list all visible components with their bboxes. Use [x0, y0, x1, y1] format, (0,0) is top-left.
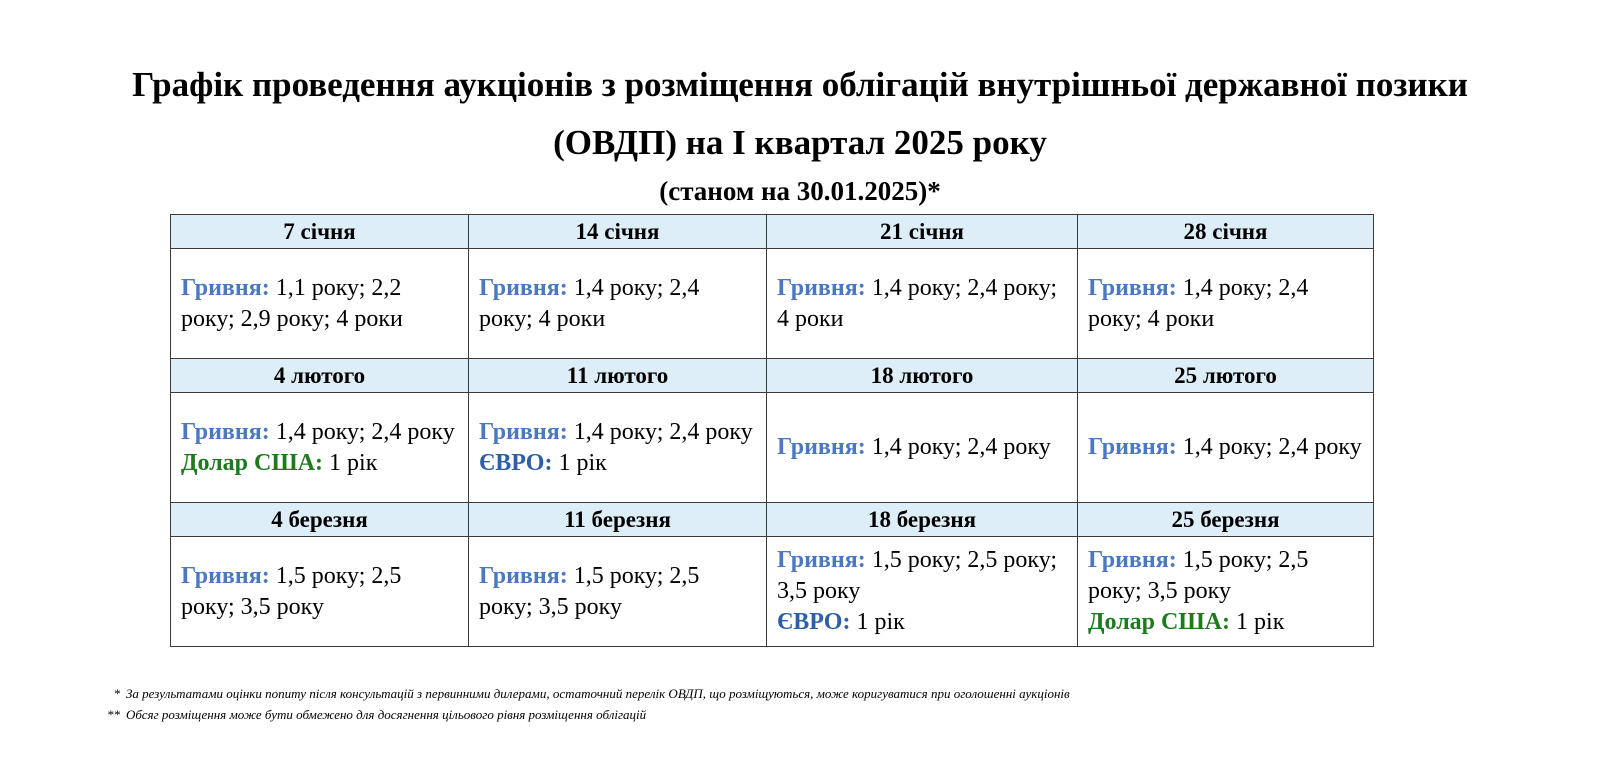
- maturity-text: 1 рік: [552, 449, 607, 476]
- footnote: [100, 683, 1070, 704]
- auction-cell: [1078, 393, 1374, 503]
- currency-label: ЄВРО:: [777, 609, 851, 635]
- offering-line: [1088, 607, 1363, 638]
- offering-line: [777, 273, 1067, 335]
- currency-label: Долар США:: [1088, 609, 1231, 635]
- offering-line: [479, 417, 756, 448]
- maturity-text: 1,5 року; 2,5 року; 3,5 року: [181, 562, 402, 620]
- offering-line: [777, 607, 1067, 638]
- date-header-row: [171, 215, 1374, 249]
- date-header-cell: 25 лютого: [1078, 359, 1374, 393]
- auction-cell: [767, 393, 1078, 503]
- offering-line: [479, 448, 756, 479]
- maturity-text: 1,4 року; 2,4 року: [865, 434, 1051, 460]
- maturity-text: 1,5 року; 2,5 року; 3,5 року: [479, 562, 700, 620]
- maturity-text: 1,4 року; 2,4 року; 4 роки: [1088, 274, 1309, 332]
- offering-line: [1088, 545, 1363, 607]
- footnote-text: За результатами оцінки попиту після консультацій з первинними дилерами, остаточний перелік ОВДП, що розміщуються, може коригуватися при оголошенні аукціонів: [126, 686, 1070, 701]
- date-header-cell: 4 березня: [171, 503, 469, 537]
- auction-cell: [469, 249, 767, 359]
- auction-row: [171, 537, 1374, 647]
- footnote-mark: *: [113, 686, 120, 701]
- date-header-cell: 18 березня: [767, 503, 1078, 537]
- maturity-text: 1,5 року; 2,5 року; 3,5 року: [1088, 547, 1309, 604]
- date-header-cell: 4 лютого: [171, 359, 469, 393]
- currency-label: Гривня:: [181, 274, 270, 301]
- maturity-text: 1,4 року; 2,4 року: [269, 418, 455, 445]
- date-header-cell: 11 березня: [469, 503, 767, 537]
- maturity-text: 1,5 року; 2,5 року; 3,5 року: [777, 547, 1058, 604]
- auction-cell: [767, 537, 1078, 647]
- currency-label: Гривня:: [479, 562, 568, 589]
- currency-label: Гривня:: [181, 418, 270, 445]
- auction-cell: [1078, 249, 1374, 359]
- auction-row: [171, 249, 1374, 359]
- maturity-text: 1 рік: [850, 609, 905, 635]
- footnotes: [100, 683, 1070, 725]
- offering-line: [181, 273, 458, 335]
- currency-label: ЄВРО:: [479, 449, 553, 476]
- maturity-text: 1 рік: [323, 449, 378, 476]
- maturity-text: 1 рік: [1230, 609, 1285, 635]
- currency-label: Долар США:: [181, 449, 324, 476]
- auction-cell: [171, 537, 469, 647]
- date-header-row: [171, 503, 1374, 537]
- date-header-cell: 18 лютого: [767, 359, 1078, 393]
- currency-label: Гривня:: [777, 434, 866, 460]
- date-header-cell: 7 січня: [171, 215, 469, 249]
- auction-cell: [469, 393, 767, 503]
- offering-line: [181, 417, 458, 448]
- offering-line: [479, 273, 756, 335]
- offering-line: [181, 448, 458, 479]
- currency-label: Гривня:: [1088, 434, 1177, 460]
- date-header-cell: 14 січня: [469, 215, 767, 249]
- footnote: [100, 704, 1070, 725]
- date-header-cell: 25 березня: [1078, 503, 1374, 537]
- offering-line: [777, 432, 1067, 463]
- maturity-text: 1,4 року; 2,4 року; 4 роки: [479, 274, 700, 332]
- page-title-line-1: Графік проведення аукціонів з розміщення облігацій внутрішньої державної позики: [132, 65, 1468, 104]
- currency-label: Гривня:: [479, 418, 568, 445]
- maturity-text: 1,4 року; 2,4 року: [567, 418, 753, 445]
- offering-line: [777, 545, 1067, 607]
- auction-cell: [767, 249, 1078, 359]
- date-header-cell: 28 січня: [1078, 215, 1374, 249]
- offering-line: [181, 561, 458, 623]
- currency-label: Гривня:: [777, 547, 866, 573]
- offering-line: [1088, 273, 1363, 335]
- auction-row: [171, 393, 1374, 503]
- currency-label: Гривня:: [777, 274, 866, 301]
- currency-label: Гривня:: [181, 562, 270, 589]
- date-header-cell: 21 січня: [767, 215, 1078, 249]
- auction-cell: [469, 537, 767, 647]
- page-subtitle: (станом на 30.01.2025)*: [659, 176, 941, 206]
- auction-schedule-table: [170, 214, 1374, 647]
- footnote-text: Обсяг розміщення може бути обмежено для досягнення цільового рівня розміщення облігацій: [126, 707, 647, 722]
- date-header-cell: 11 лютого: [469, 359, 767, 393]
- currency-label: Гривня:: [479, 274, 568, 301]
- maturity-text: 1,4 року; 2,4 року: [1176, 434, 1362, 460]
- offering-line: [479, 561, 756, 623]
- currency-label: Гривня:: [1088, 274, 1177, 301]
- offering-line: [1088, 432, 1363, 463]
- auction-cell: [171, 249, 469, 359]
- auction-cell: [171, 393, 469, 503]
- currency-label: Гривня:: [1088, 547, 1177, 573]
- page-title-line-2: (ОВДП) на І квартал 2025 року: [553, 123, 1047, 162]
- date-header-row: [171, 359, 1374, 393]
- footnote-mark: **: [107, 707, 120, 722]
- maturity-text: 1,4 року; 2,4 року; 4 роки: [777, 274, 1058, 332]
- maturity-text: 1,1 року; 2,2 року; 2,9 року; 4 роки: [181, 274, 403, 332]
- auction-cell: [1078, 537, 1374, 647]
